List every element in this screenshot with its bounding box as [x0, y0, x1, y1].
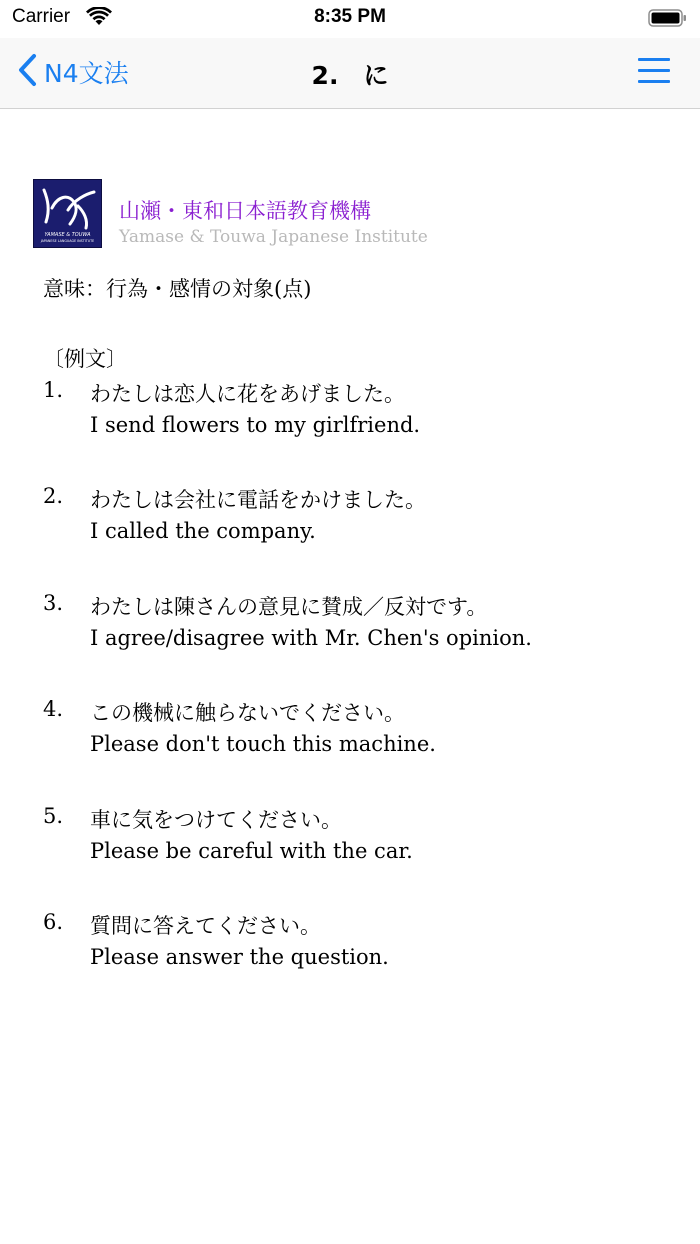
navigation-bar — [0, 38, 700, 109]
example-japanese: 質問に答えてください。 — [90, 914, 321, 938]
example-number: 4. — [43, 697, 64, 721]
example-japanese: この機械に触らないでください。 — [90, 701, 405, 725]
example-number: 2. — [43, 484, 64, 508]
example-english: Please don't touch this machine. — [90, 732, 436, 756]
example-number: 3. — [43, 591, 64, 615]
example-english: Please answer the question. — [90, 945, 389, 969]
example-english: I called the company. — [90, 519, 316, 543]
clock: 8:35 PM — [314, 6, 386, 27]
example-number: 5. — [43, 804, 64, 828]
battery-icon — [648, 8, 688, 32]
institute-name-en: Yamase & Touwa Japanese Institute — [119, 227, 428, 247]
example-japanese: わたしは恋人に花をあげました。 — [90, 382, 405, 406]
back-button-label: N4文法 — [44, 59, 129, 88]
example-number: 1. — [43, 378, 64, 402]
examples-header: 〔例文〕 — [43, 347, 127, 371]
example-japanese: 車に気をつけてください。 — [90, 808, 342, 832]
institute-name-jp: 山瀬・東和日本語教育機構 — [119, 199, 371, 223]
grammar-meaning: 意味：行為・感情の対象(点) — [43, 277, 312, 301]
status-bar — [0, 0, 700, 38]
example-english: I send flowers to my girlfriend. — [90, 413, 421, 437]
svg-text:YAMASE & TOUWA: YAMASE & TOUWA — [44, 232, 91, 238]
example-japanese: わたしは陳さんの意見に賛成／反対です。 — [90, 595, 488, 619]
example-english: I agree/disagree with Mr. Chen's opinion. — [90, 626, 532, 650]
hamburger-menu-icon[interactable] — [638, 58, 670, 84]
example-japanese: わたしは会社に電話をかけました。 — [90, 488, 426, 512]
institute-logo — [33, 179, 102, 248]
page-title: 2. に — [311, 61, 389, 90]
carrier-label: Carrier — [12, 6, 71, 27]
svg-text:JAPANESE LANGUAGE INSTITUTE: JAPANESE LANGUAGE INSTITUTE — [40, 239, 95, 243]
example-number: 6. — [43, 910, 64, 934]
example-english: Please be careful with the car. — [90, 839, 413, 863]
